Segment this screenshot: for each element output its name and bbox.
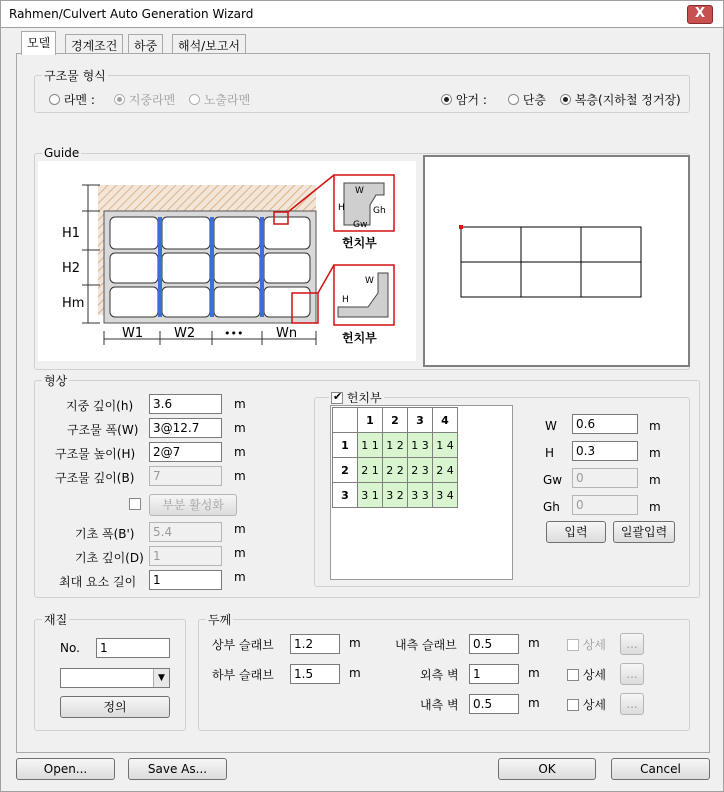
radio-icon xyxy=(560,94,571,105)
inner-slab-label: 내측 슬래브 xyxy=(395,638,457,652)
hm-label: Hm xyxy=(62,296,85,311)
unit-m: m xyxy=(234,421,246,435)
outer-wall-label: 외측 벽 xyxy=(420,668,459,682)
material-no-label: No. xyxy=(60,641,80,655)
unit-m: m xyxy=(234,522,246,536)
unit-m: m xyxy=(234,397,246,411)
haunch-grid[interactable] xyxy=(332,407,458,508)
max-element-length-input[interactable]: 1 xyxy=(149,570,222,590)
grid-cell[interactable]: 1 2 xyxy=(383,433,408,458)
inner-slab-detail-checkbox[interactable] xyxy=(567,636,606,653)
radio-icon xyxy=(441,94,452,105)
tab-load[interactable]: 하중 xyxy=(128,34,163,54)
inner-wall-input[interactable]: 0.5 xyxy=(469,694,519,714)
rahmen-label: 라멘 : xyxy=(63,93,95,107)
max-element-length-label: 최대 요소 길이 xyxy=(59,575,137,589)
bottom-slab-input[interactable]: 1.5 xyxy=(290,664,340,684)
haunch-h-label: H xyxy=(338,203,345,213)
grid-row-header[interactable]: 1 xyxy=(333,433,358,458)
detail-label: 상세 xyxy=(582,698,607,712)
save-as-button[interactable]: Save As... xyxy=(128,758,227,780)
unit-m: m xyxy=(234,546,246,560)
radio-icon xyxy=(508,94,519,105)
grid-cell[interactable]: 3 2 xyxy=(383,483,408,508)
detail-label: 상세 xyxy=(582,638,607,652)
partial-activate-button[interactable]: 부분 활성화 xyxy=(149,494,237,516)
exposed-rahmen-radio[interactable] xyxy=(189,91,250,108)
top-slab-label: 상부 슬래브 xyxy=(212,638,274,652)
unit-m: m xyxy=(649,473,661,487)
unit-m: m xyxy=(528,696,540,710)
depth-b-input[interactable]: 7 xyxy=(149,466,222,486)
w2-label: W2 xyxy=(174,326,196,341)
depth-h-label: 지중 깊이(h) xyxy=(66,399,134,413)
underground-rahmen-label: 지중라멘 xyxy=(128,93,176,107)
cancel-button[interactable]: Cancel xyxy=(611,758,710,780)
ok-button[interactable]: OK xyxy=(498,758,596,780)
haunch-w-input[interactable]: 0.6 xyxy=(572,414,638,434)
grid-col-header[interactable]: 4 xyxy=(433,408,458,433)
unit-m: m xyxy=(234,570,246,584)
shape-title: 형상 xyxy=(44,374,68,388)
grid-col-header[interactable]: 1 xyxy=(358,408,383,433)
unit-m: m xyxy=(649,446,661,460)
multi-layer-label: 복층(지하철 정거장) xyxy=(574,93,681,107)
haunch-title-label: 헌치부 xyxy=(346,391,382,405)
haunch-group-title[interactable] xyxy=(329,389,384,406)
checkbox-icon xyxy=(567,699,579,711)
base-width-label: 기초 폭(B') xyxy=(75,527,135,541)
material-define-button[interactable]: 정의 xyxy=(60,696,170,718)
single-layer-radio[interactable] xyxy=(508,91,546,108)
outer-wall-input[interactable]: 1 xyxy=(469,664,519,684)
culvert-label: 암거 : xyxy=(455,93,487,107)
depth-b-label: 구조물 깊이(B) xyxy=(55,471,135,485)
height-h-input[interactable]: 2@7 xyxy=(149,442,222,462)
base-width-input[interactable]: 5.4 xyxy=(149,522,222,542)
base-depth-label: 기초 깊이(D) xyxy=(75,551,144,565)
inner-slab-detail-button[interactable]: ... xyxy=(620,633,644,655)
unit-m: m xyxy=(234,445,246,459)
width-w-input[interactable]: 3@12.7 xyxy=(149,418,222,438)
grid-cell[interactable]: 3 3 xyxy=(408,483,433,508)
unit-m: m xyxy=(649,500,661,514)
detail-label: 상세 xyxy=(582,668,607,682)
haunch-gh-label: Gh xyxy=(373,206,386,216)
outer-wall-detail-button[interactable]: ... xyxy=(620,663,644,685)
unit-m: m xyxy=(349,666,361,680)
culvert-radio[interactable] xyxy=(441,91,487,108)
base-depth-input[interactable]: 1 xyxy=(149,546,222,566)
bottom-slab-label: 하부 슬래브 xyxy=(212,668,274,682)
haunch-gw-label: Gw xyxy=(353,220,368,230)
dialog-body xyxy=(0,28,724,792)
inner-wall-detail-button[interactable]: ... xyxy=(620,693,644,715)
unit-m: m xyxy=(528,666,540,680)
grid-cell[interactable]: 1 1 xyxy=(358,433,383,458)
unit-m: m xyxy=(649,419,661,433)
inner-wall-detail-checkbox[interactable] xyxy=(567,696,606,713)
haunch-w2-label: W xyxy=(365,276,374,286)
checkbox-icon xyxy=(567,639,579,651)
thickness-title: 두께 xyxy=(208,613,232,627)
haunch-gw-label: Gw xyxy=(543,473,563,487)
unit-m: m xyxy=(234,469,246,483)
grid-row-header[interactable]: 3 xyxy=(333,483,358,508)
grid-row-header[interactable]: 2 xyxy=(333,458,358,483)
haunch-grid-panel[interactable] xyxy=(330,405,513,580)
radio-icon xyxy=(49,94,60,105)
grid-corner xyxy=(333,408,358,433)
depth-h-input[interactable]: 3.6 xyxy=(149,394,222,414)
haunch-gh-input[interactable]: 0 xyxy=(572,495,638,515)
haunch-h-label: H xyxy=(545,446,555,460)
guide-title: Guide xyxy=(44,146,80,160)
haunch-w-label: W xyxy=(545,419,557,433)
haunch-gw-input[interactable]: 0 xyxy=(572,468,638,488)
inner-wall-label: 내측 벽 xyxy=(420,698,459,712)
checkbox-icon xyxy=(567,669,579,681)
grid-cell[interactable]: 2 4 xyxy=(433,458,458,483)
grid-cell[interactable]: 2 2 xyxy=(383,458,408,483)
h1-label: H1 xyxy=(62,226,81,241)
window-title: Rahmen/Culvert Auto Generation Wizard xyxy=(9,7,254,21)
grid-cell[interactable]: 1 4 xyxy=(433,433,458,458)
w1-label: W1 xyxy=(122,326,144,341)
outer-wall-detail-checkbox[interactable] xyxy=(567,666,606,683)
grid-col-header[interactable]: 2 xyxy=(383,408,408,433)
close-button[interactable]: X xyxy=(687,5,713,24)
radio-icon xyxy=(114,94,125,105)
tab-model[interactable]: 모델 xyxy=(21,31,56,55)
unit-m: m xyxy=(349,636,361,650)
unit-m: m xyxy=(528,636,540,650)
height-h-label: 구조물 높이(H) xyxy=(55,447,136,461)
grid-cell[interactable]: 1 3 xyxy=(408,433,433,458)
chevron-down-icon[interactable]: ▼ xyxy=(153,669,169,687)
tab-page-model xyxy=(16,53,710,753)
structure-type-title: 구조물 형식 xyxy=(44,69,106,83)
underground-rahmen-radio[interactable] xyxy=(114,91,175,108)
haunch-batch-input-button[interactable]: 일괄입력 xyxy=(613,521,675,543)
haunch-caption-top: 헌치부 xyxy=(342,236,377,250)
radio-icon xyxy=(189,94,200,105)
exposed-rahmen-label: 노출라멘 xyxy=(203,93,251,107)
material-select[interactable] xyxy=(60,668,170,688)
haunch-h2-label: H xyxy=(342,295,349,305)
dots-label: ••• xyxy=(224,327,244,340)
open-button[interactable]: Open... xyxy=(16,758,115,780)
title-bar xyxy=(0,0,724,28)
guide-diagram xyxy=(38,161,416,361)
haunch-caption-bottom: 헌치부 xyxy=(342,331,377,345)
model-preview-drawing xyxy=(425,157,688,365)
haunch-checkbox xyxy=(331,392,343,404)
single-layer-label: 단층 xyxy=(522,93,547,107)
top-slab-input[interactable]: 1.2 xyxy=(290,634,340,654)
partial-activate-checkbox[interactable] xyxy=(129,498,141,510)
multi-layer-radio[interactable] xyxy=(560,91,681,108)
grid-cell[interactable]: 2 3 xyxy=(408,458,433,483)
grid-col-header[interactable]: 3 xyxy=(408,408,433,433)
h2-label: H2 xyxy=(62,261,81,276)
grid-cell[interactable]: 3 1 xyxy=(358,483,383,508)
material-title: 재질 xyxy=(44,613,68,627)
grid-cell[interactable]: 3 4 xyxy=(433,483,458,508)
haunch-w-label: W xyxy=(355,186,364,196)
haunch-gh-label: Gh xyxy=(543,500,560,514)
rahmen-radio[interactable] xyxy=(49,91,95,108)
width-w-label: 구조물 폭(W) xyxy=(67,423,139,437)
haunch-h-input[interactable]: 0.3 xyxy=(572,441,638,461)
haunch-input-button[interactable]: 입력 xyxy=(546,521,606,543)
material-no-input[interactable]: 1 xyxy=(96,638,170,658)
tab-analysis-report[interactable]: 해석/보고서 xyxy=(172,34,246,54)
wn-label: Wn xyxy=(276,326,298,341)
model-preview[interactable] xyxy=(423,155,690,367)
inner-slab-input[interactable]: 0.5 xyxy=(469,634,519,654)
grid-cell[interactable]: 2 1 xyxy=(358,458,383,483)
tab-boundary[interactable]: 경계조건 xyxy=(65,34,123,54)
